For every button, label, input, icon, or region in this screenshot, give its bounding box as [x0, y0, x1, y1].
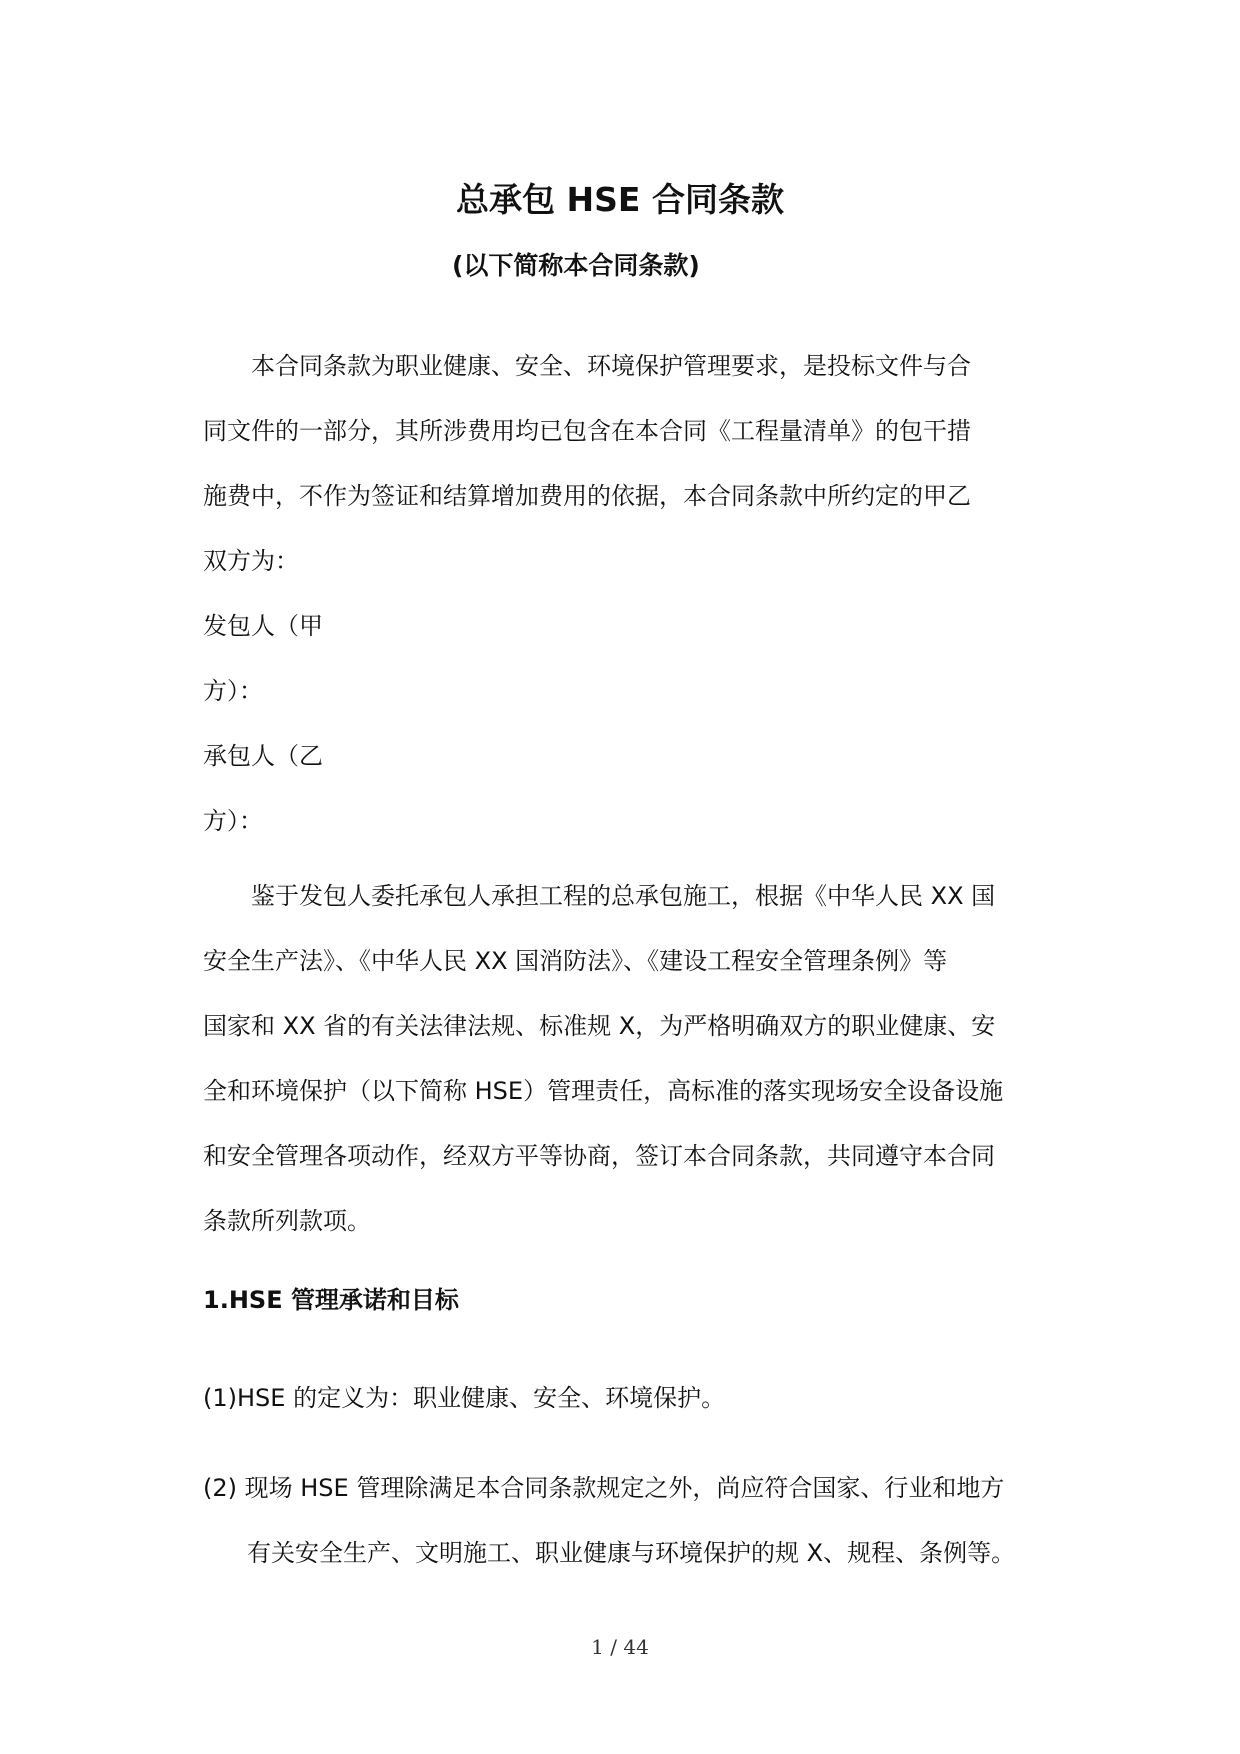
preamble-line: 国家和 XX 省的有关法律法规、标准规 X，为严格明确双方的职业健康、安	[203, 1012, 996, 1040]
party-b-label: 承包人（乙	[203, 742, 323, 770]
preamble-line: 条款所列款项。	[203, 1207, 371, 1235]
document-subtitle: (以下简称本合同条款)	[452, 251, 700, 280]
intro-line: 双方为：	[203, 547, 299, 575]
preamble-line: 和安全管理各项动作，经双方平等协商，签订本合同条款，共同遵守本合同	[203, 1142, 995, 1170]
preamble-line: 鉴于发包人委托承包人承担工程的总承包施工，根据《中华人民 XX 国	[251, 882, 996, 910]
party-b-label-cont: 方）：	[203, 807, 263, 835]
intro-line: 本合同条款为职业健康、安全、环境保护管理要求，是投标文件与合	[251, 352, 971, 380]
preamble-line: 安全生产法》、《中华人民 XX 国消防法》、《建设工程安全管理条例》等	[203, 947, 948, 975]
party-a-label-cont: 方）：	[203, 677, 263, 705]
intro-line: 施费中，不作为签证和结算增加费用的依据，本合同条款中所约定的甲乙	[203, 482, 971, 510]
party-a-label: 发包人（甲	[203, 612, 323, 640]
document-title: 总承包 HSE 合同条款	[456, 180, 784, 219]
page-number: 1 / 44	[591, 1635, 649, 1659]
section-item: (1)HSE 的定义为：职业健康、安全、环境保护。	[203, 1384, 726, 1412]
section-item: (2) 现场 HSE 管理除满足本合同条款规定之外，尚应符合国家、行业和地方	[203, 1474, 1005, 1502]
section-heading: 1.HSE 管理承诺和目标	[203, 1286, 459, 1314]
intro-line: 同文件的一部分，其所涉费用均已包含在本合同《工程量清单》的包干措	[203, 417, 971, 445]
preamble-line: 全和环境保护（以下简称 HSE）管理责任，高标准的落实现场安全设备设施	[203, 1077, 1004, 1105]
section-item-cont: 有关安全生产、文明施工、职业健康与环境保护的规 X、规程、条例等。	[247, 1539, 1016, 1567]
